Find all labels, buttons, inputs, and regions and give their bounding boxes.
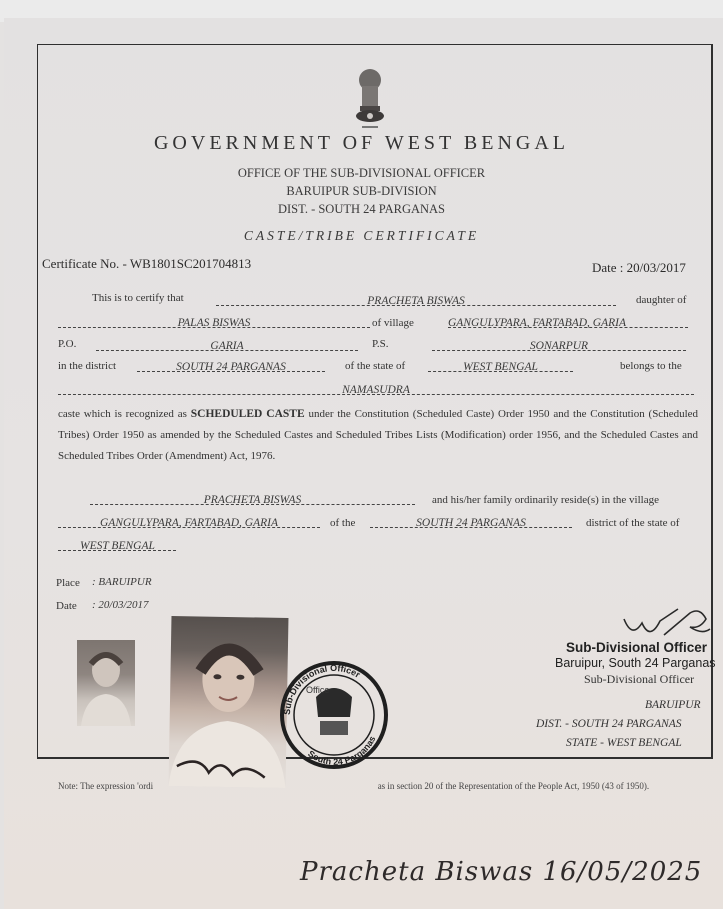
district-field [137,357,325,372]
of-village-label: of village [372,317,414,329]
ps-label: P.S. [372,338,389,350]
office-heading: OFFICE OF THE SUB-DIVISIONAL OFFICER [237,166,486,180]
parent-value: PALAS BISWAS [177,317,251,329]
government-heading: GOVERNMENT OF WEST BENGAL [153,132,569,154]
parent-field [58,313,370,328]
officer-title: Sub-Divisional Officer [584,672,695,686]
state-value-2: WEST BENGAL [80,540,155,552]
portrait-image-large [169,616,289,788]
reside-label: and his/her family ordinarily reside(s) in the village [432,494,659,506]
state-label: of the state of [345,360,406,372]
po-value: GARIA [210,340,244,352]
stamp-officer-title: Sub-Divisional Officer [566,640,708,655]
name-field-2 [90,490,415,505]
district-value-2: SOUTH 24 PARGANAS [416,517,526,529]
caste-field [58,380,694,395]
name-value-2: PRACHETA BISWAS [203,494,302,506]
of-the-label: of the [330,517,356,529]
handwritten-attestation: Pracheta Biswas 16/05/2025 [300,857,703,887]
subdivision-heading: BARUIPUR SUB-DIVISION [286,184,437,198]
belongs-label: belongs to the [620,360,682,372]
district-label: in the district [58,360,117,372]
officer-signature [620,605,715,645]
national-emblem-icon [350,66,390,136]
po-label: P.O. [58,338,77,350]
district-state-label: district of the state of [586,517,680,529]
date-value: : 20/03/2017 [92,599,149,611]
portrait-image [77,640,135,726]
seal-top-text: Sub-Divisional Officer [281,662,362,716]
legal-paragraph [58,404,698,467]
seal-bottom-text: South 24 Parganas [306,734,378,767]
district-value: SOUTH 24 PARGANAS [176,361,286,373]
seal-inner-text: Office [306,685,330,695]
state-field [428,357,573,372]
name-field [216,291,616,306]
relation-label: daughter of [636,294,687,306]
village-value: GANGULYPARA, FARTABAD, GARIA [448,317,627,329]
note-start: Note: The expression 'ordi [58,781,154,791]
certificate-title: CASTE/TRIBE CERTIFICATE [243,228,480,243]
village-field [448,313,688,328]
certificate-date: Date : 20/03/2017 [592,260,686,275]
intro-label: This is to certify that [92,292,184,304]
date-label: Date [56,600,77,612]
name-value: PRACHETA BISWAS [367,295,465,307]
po-field [96,336,358,351]
place-value: : BARUIPUR [92,576,152,588]
stamp-officer-place: Baruipur, South 24 Parganas [555,656,716,670]
officer-district: DIST. - SOUTH 24 PARGANAS [536,718,682,730]
caste-value: NAMASUDRA [342,384,410,396]
place-label: Place [56,577,80,589]
district-heading: DIST. - SOUTH 24 PARGANAS [277,202,446,216]
para-body: under the Constitution (Scheduled Caste) Order 1950 and the Constitution (Scheduled Tribes) Order 1950 as amended by the Scheduled Castes and Scheduled Tribes Lists (Modification) order 1956, and the Scheduled Castes and Scheduled Tribes Order (Amendment) Act, 1976. [58,408,699,462]
scheduled-caste-label: SCHEDULED CASTE [190,408,305,420]
large-photo [169,616,289,788]
ps-value: SONARPUR [529,340,589,352]
state-value: WEST BENGAL [463,361,538,373]
district-field-2 [370,513,572,528]
village-field-2 [58,513,320,528]
state-field-2 [58,536,176,551]
ps-field [432,336,686,351]
village-value-2: GANGULYPARA, FARTABAD, GARIA [99,517,278,529]
para-intro: caste which is recognized as [58,408,187,420]
officer-state: STATE - WEST BENGAL [566,737,682,749]
officer-place: BARUIPUR [645,699,701,711]
official-seal [276,641,388,789]
note-end: as in section 20 of the Representation of the People Act, 1950 (43 of 1950). [377,781,650,791]
certificate-number: Certificate No. - WB1801SC201704813 [42,256,252,271]
note-text [58,781,649,791]
small-photo [77,640,135,726]
